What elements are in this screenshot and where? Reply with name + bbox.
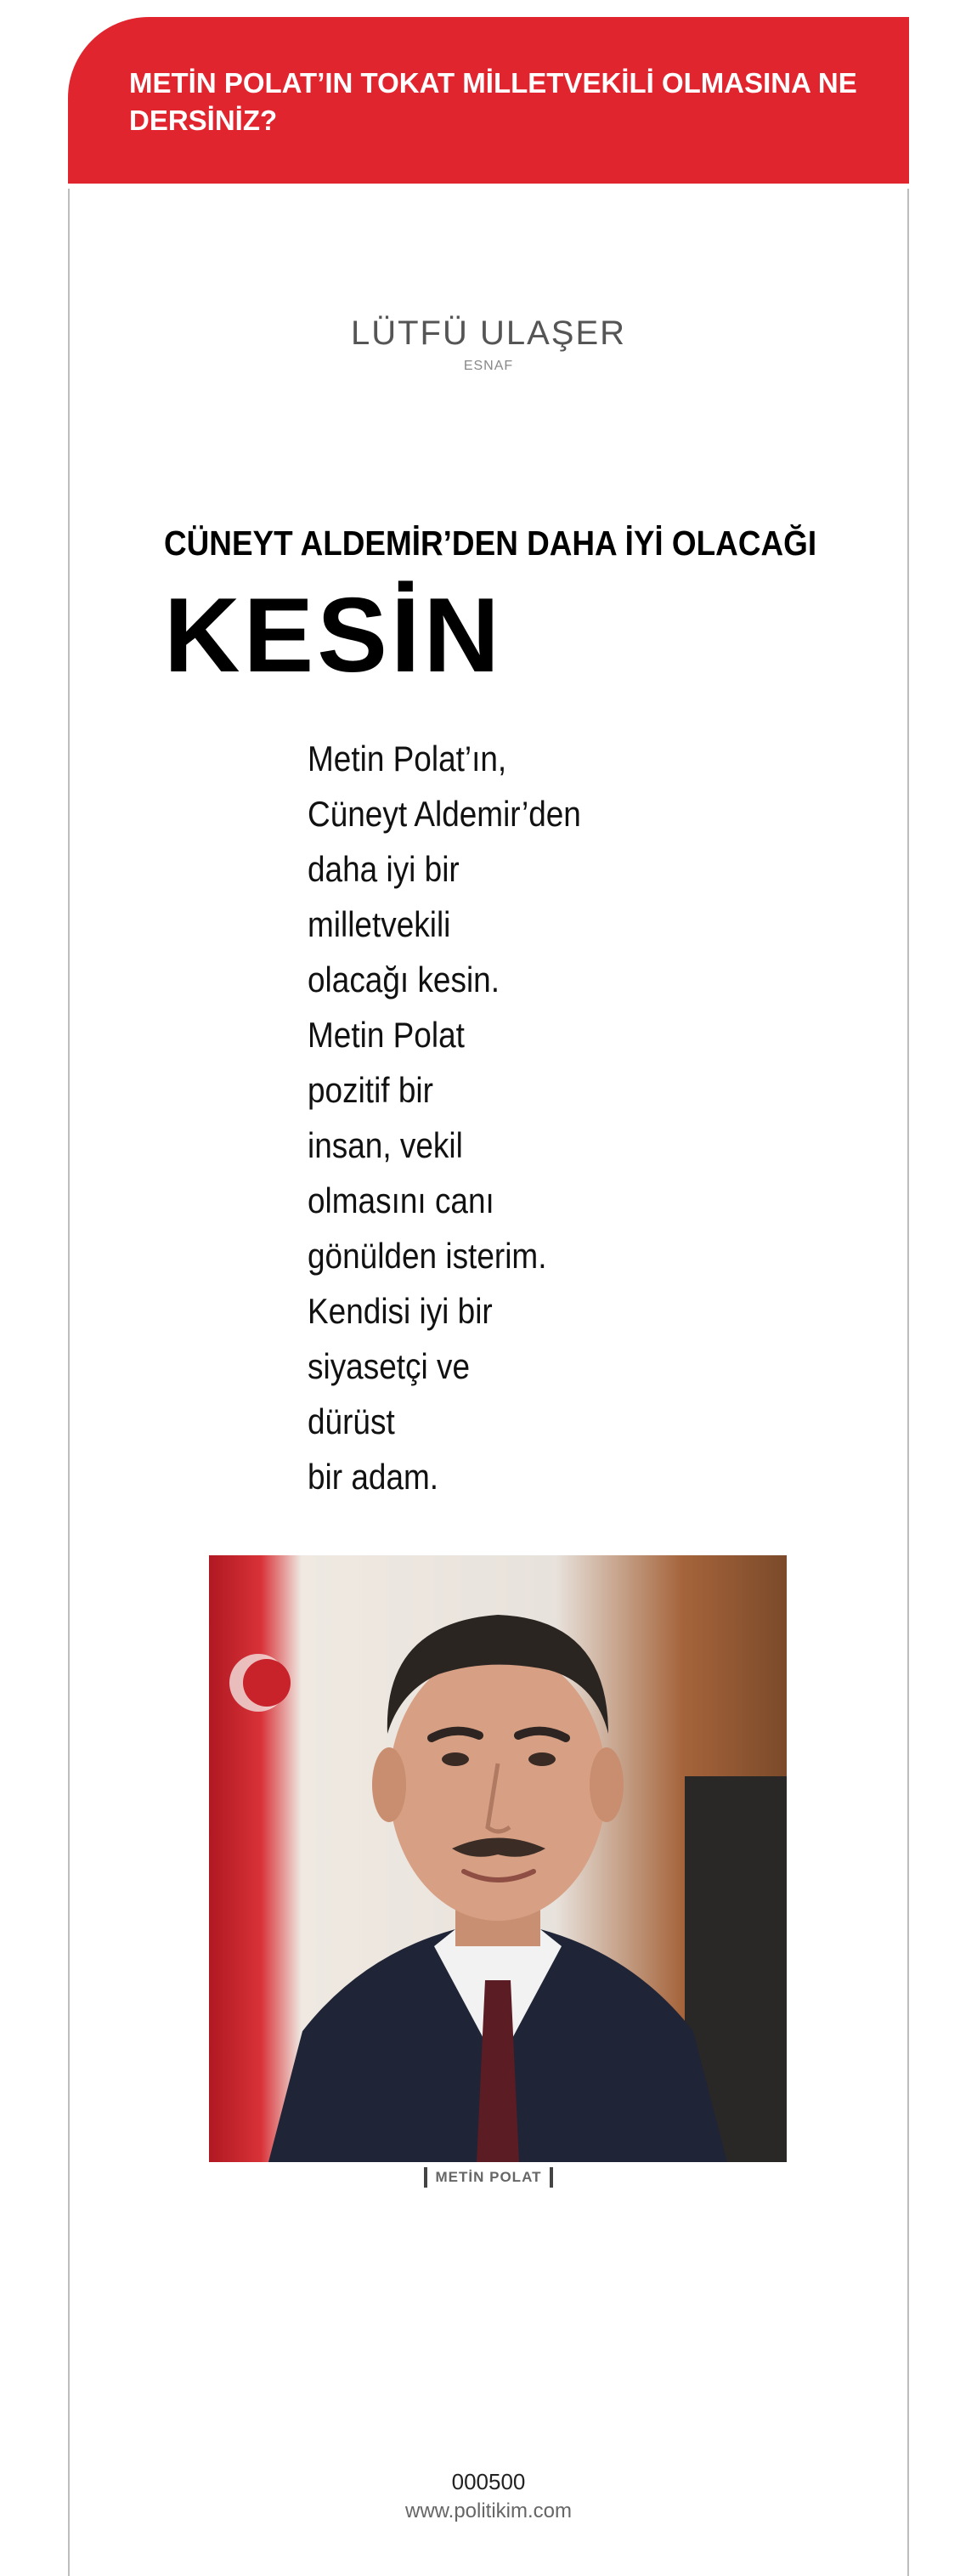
quote-line: pozitif bir xyxy=(308,1070,433,1110)
headline-kicker: CÜNEYT ALDEMİR’DEN DAHA İYİ OLACAĞI xyxy=(164,524,817,563)
photo-caption: METİN POLAT xyxy=(424,2167,554,2188)
portrait-photo xyxy=(209,1555,787,2162)
quote-line: insan, vekil xyxy=(308,1125,463,1165)
photo-caption-block xyxy=(0,2167,977,2188)
quote-line: siyasetçi ve xyxy=(308,1346,471,1386)
quote-line: olacağı kesin. xyxy=(308,960,500,999)
quote-line: Metin Polat’ın, xyxy=(308,739,507,778)
headline: KESİN xyxy=(164,577,503,694)
quote-line: dürüst xyxy=(308,1401,395,1441)
quote-line: olmasını canı xyxy=(308,1180,494,1220)
quote-line: milletvekili xyxy=(308,904,451,944)
footer-code: 000500 xyxy=(451,2469,526,2494)
quote-line: Kendisi iyi bir xyxy=(308,1291,493,1331)
quote-line: gönülden isterim. xyxy=(308,1236,547,1276)
quote-line: Cüneyt Aldemir’den xyxy=(308,794,581,834)
author-role: ESNAF xyxy=(463,359,514,373)
portrait-illustration xyxy=(209,1555,787,2162)
title-banner xyxy=(68,17,909,184)
quote-text xyxy=(308,731,749,1504)
quote-line: daha iyi bir xyxy=(308,849,460,889)
quote-line: Metin Polat xyxy=(308,1015,465,1055)
author-name: LÜTFÜ ULAŞER xyxy=(350,314,627,352)
quote-line: bir adam. xyxy=(308,1457,439,1497)
footer-site-link[interactable]: www.politikim.com xyxy=(404,2500,573,2522)
author-block xyxy=(0,313,977,374)
banner-title: METİN POLAT’IN TOKAT MİLLETVEKİLİ OLMASINA NE DERSİNİZ? xyxy=(129,67,857,136)
footer xyxy=(0,2467,977,2527)
